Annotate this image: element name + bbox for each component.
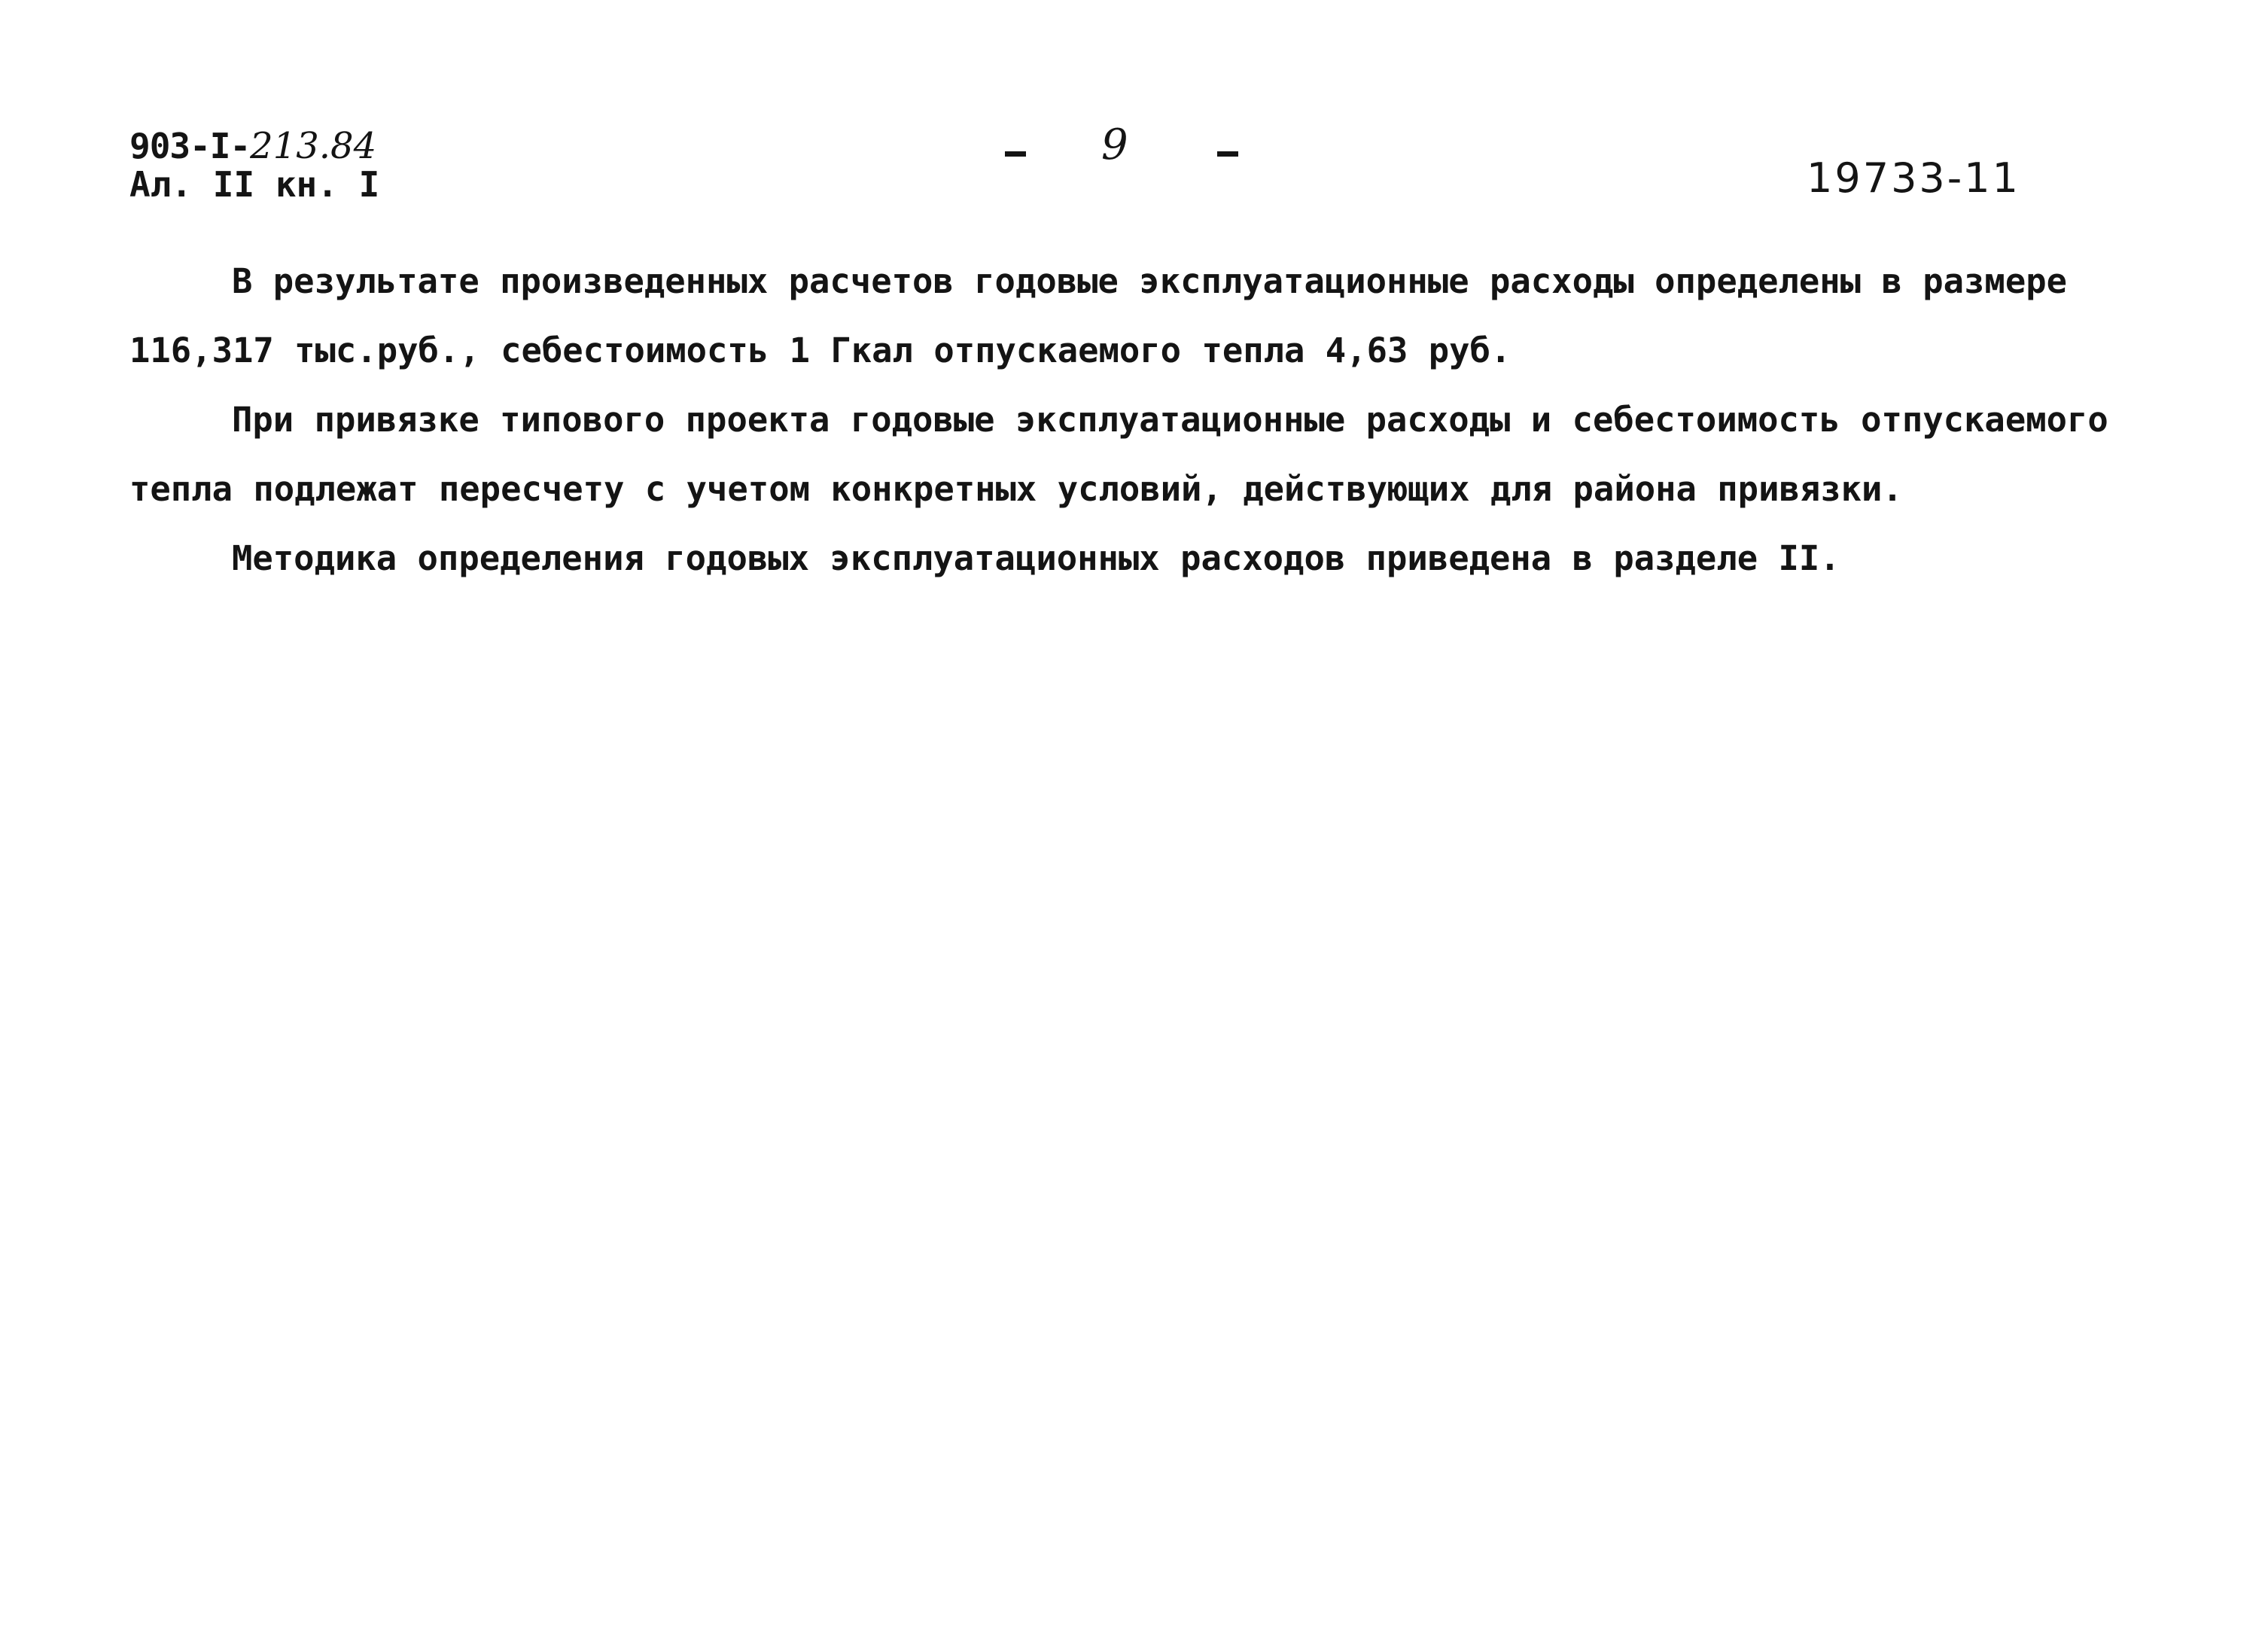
page-number-right-dash: [1217, 151, 1238, 157]
page-number: [1005, 120, 1238, 169]
document-code-handwritten: 213.84: [250, 125, 377, 167]
body-text: [129, 247, 2162, 593]
page-number-left-dash: [1005, 151, 1026, 157]
document-code: [129, 125, 377, 167]
page-number-value: 9: [1101, 120, 1128, 169]
album-book-line: Ал. II кн. I: [129, 164, 380, 205]
inventory-number: 19733-11: [1807, 154, 2020, 202]
paragraph-1-line-1: В результате произведенных расчетов годовые эксплуатационные расходы определены в размере: [232, 261, 2068, 301]
paragraph-2-line-2: тепла подлежат пересчету с учетом конкретных условий, действующих для района привязки.: [129, 469, 1903, 509]
paragraph-1-line-2: 116,317 тыс.руб., себестоимость 1 Гкал отпускаемого тепла 4,63 руб.: [129, 331, 1511, 370]
paragraph-2-line-1: При привязке типового проекта годовые эксплуатационные расходы и себестоимость отпускаемого: [232, 400, 2108, 440]
document-code-prefix: 903-I-: [129, 126, 251, 166]
paragraph-3-line-1: Методика определения годовых эксплуатационных расходов приведена в разделе II.: [232, 538, 1840, 578]
